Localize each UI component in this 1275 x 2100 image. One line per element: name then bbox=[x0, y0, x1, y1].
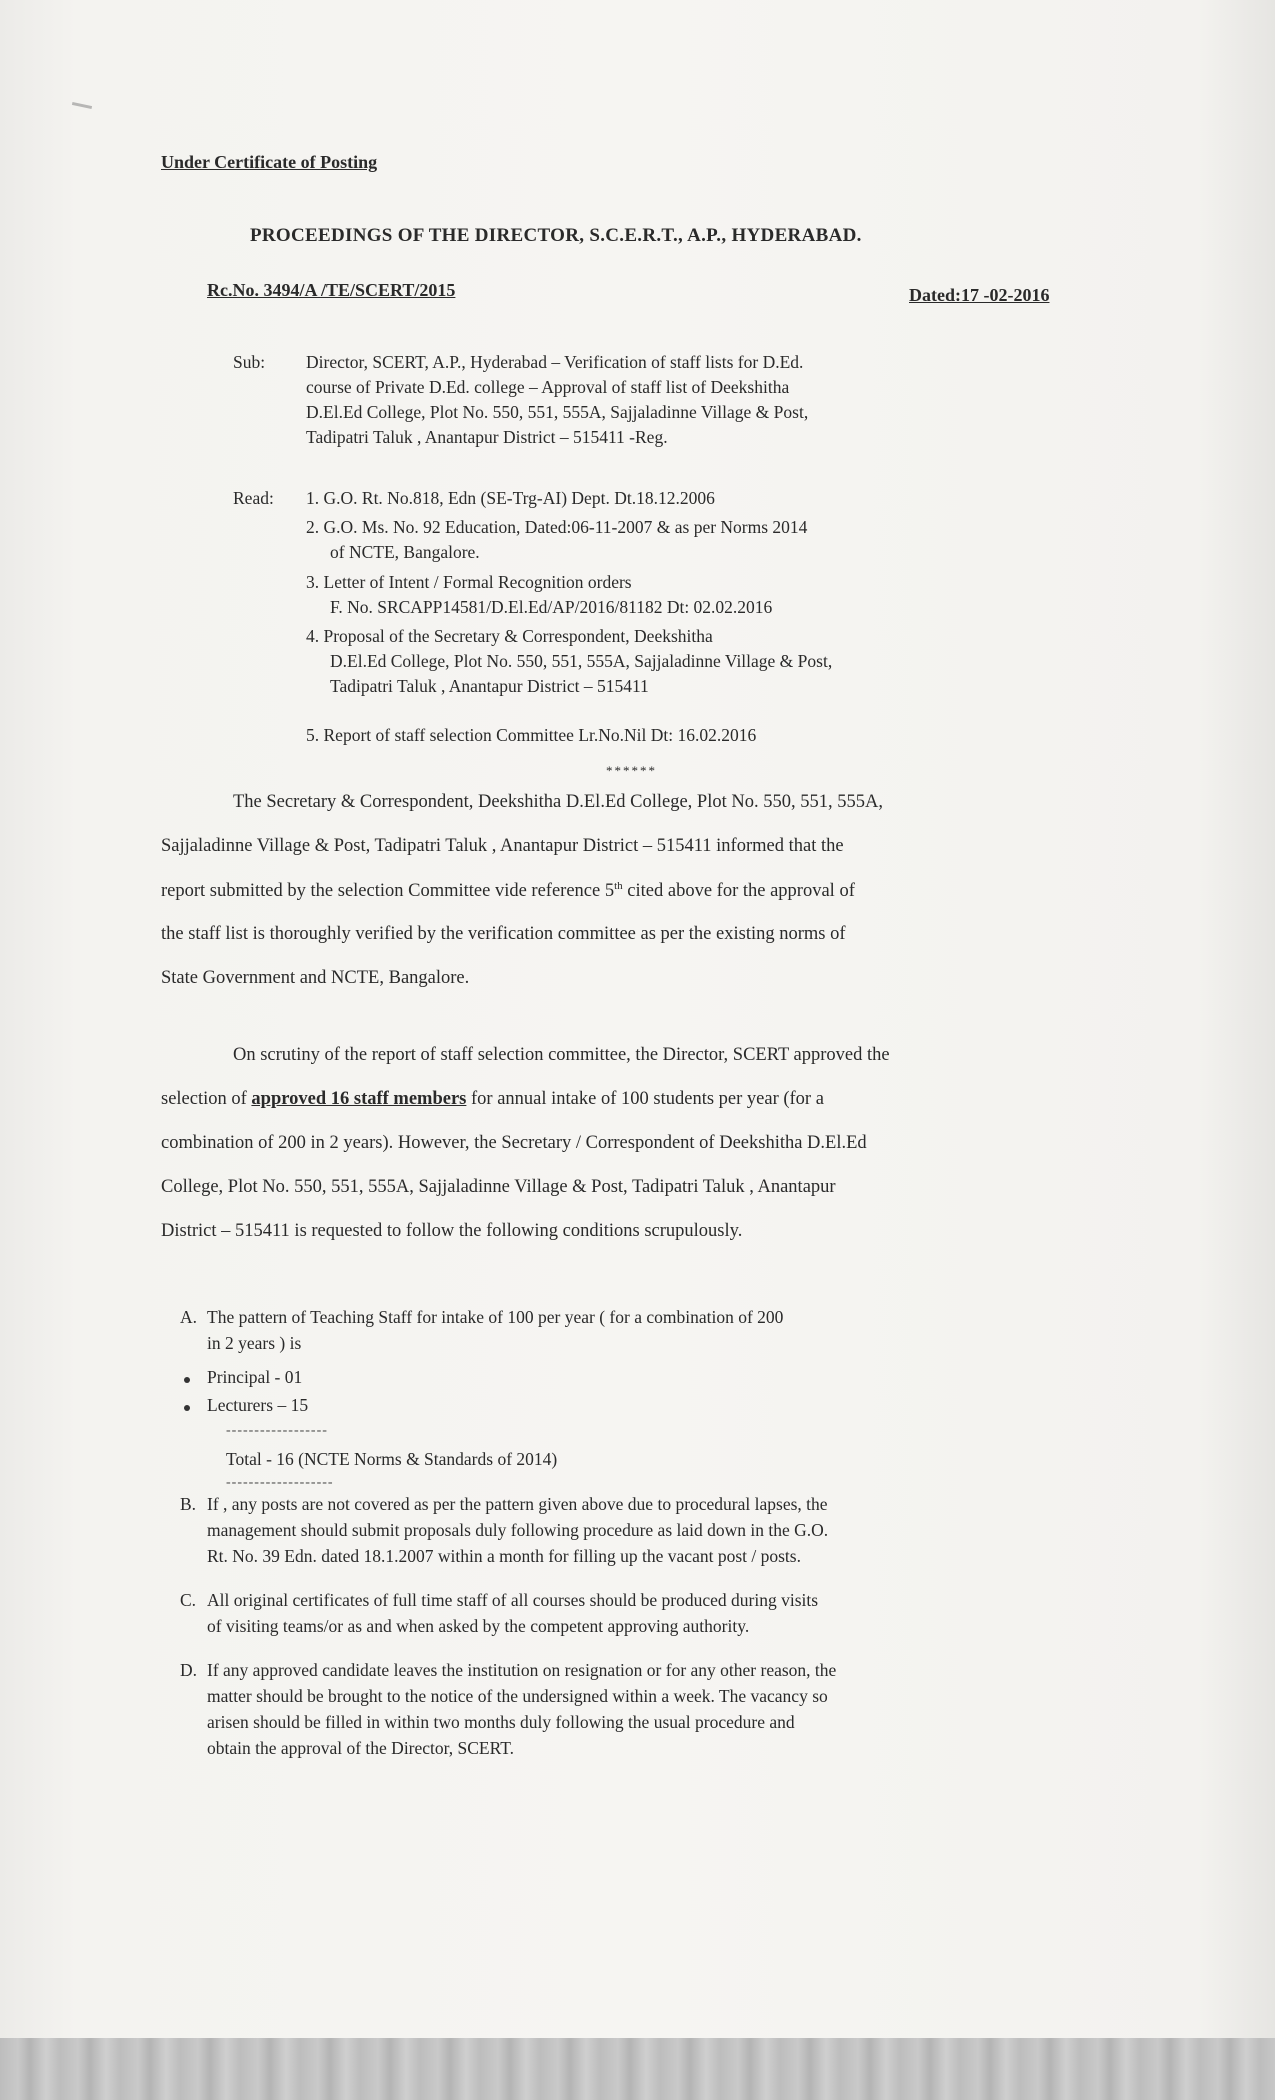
subject-line: Tadipatri Taluk , Anantapur District – 515411 -Reg. bbox=[306, 427, 668, 447]
paragraph-line bbox=[161, 880, 855, 902]
bullet-icon bbox=[184, 1377, 190, 1383]
read-label: Read: bbox=[233, 488, 274, 508]
proceedings-title: PROCEEDINGS OF THE DIRECTOR, S.C.E.R.T., A.P., HYDERABAD. bbox=[250, 225, 862, 246]
rule-line: ------------------ bbox=[226, 1423, 328, 1438]
subject-line: Director, SCERT, A.P., Hyderabad – Verification of staff lists for D.Ed. bbox=[306, 352, 804, 372]
approved-staff-count: approved 16 staff members bbox=[251, 1089, 467, 1109]
separator-stars: ****** bbox=[606, 763, 657, 778]
condition-text: The pattern of Teaching Staff for intake of 100 per year ( for a combination of 200 bbox=[207, 1307, 784, 1327]
paragraph-text: report submitted by the selection Committee vide reference 5 bbox=[161, 881, 615, 902]
paragraph-text: selection of bbox=[161, 1089, 247, 1109]
paragraph-line bbox=[161, 1089, 824, 1110]
paragraph-line: State Government and NCTE, Bangalore. bbox=[161, 968, 470, 988]
condition-letter: B. bbox=[180, 1494, 197, 1514]
read-line: 1. G.O. Rt. No.818, Edn (SE-Trg-AI) Dept. Dt.18.12.2006 bbox=[306, 488, 715, 508]
condition-text: Rt. No. 39 Edn. dated 18.1.2007 within a month for filling up the vacant post / posts. bbox=[207, 1546, 801, 1566]
scan-bottom-band bbox=[0, 2038, 1275, 2100]
read-line: 4. Proposal of the Secretary & Correspondent, Deekshitha bbox=[306, 626, 713, 646]
paragraph-text: cited above for the approval of bbox=[627, 881, 855, 902]
condition-text: of visiting teams/or as and when asked by the competent approving authority. bbox=[207, 1616, 750, 1636]
paragraph-line: College, Plot No. 550, 551, 555A, Sajjaladinne Village & Post, Tadipatri Taluk , Anantapur bbox=[161, 1177, 836, 1197]
bullet-icon bbox=[184, 1405, 190, 1411]
condition-text: in 2 years ) is bbox=[207, 1333, 302, 1353]
paragraph-line: the staff list is thoroughly verified by the verification committee as per the existing norms of bbox=[161, 924, 846, 944]
condition-text: All original certificates of full time staff of all courses should be produced during visits bbox=[207, 1590, 819, 1610]
subject-line: D.El.Ed College, Plot No. 550, 551, 555A, Sajjaladinne Village & Post, bbox=[306, 402, 809, 422]
paragraph-line: The Secretary & Correspondent, Deekshitha D.El.Ed College, Plot No. 550, 551, 555A, bbox=[233, 792, 883, 812]
read-line: Tadipatri Taluk , Anantapur District – 515411 bbox=[330, 676, 649, 696]
condition-text: matter should be brought to the notice of the undersigned within a week. The vacancy so bbox=[207, 1686, 828, 1706]
condition-letter: D. bbox=[180, 1660, 198, 1680]
staff-principal: Principal - 01 bbox=[207, 1367, 303, 1387]
condition-letter: A. bbox=[180, 1307, 198, 1327]
condition-letter: C. bbox=[180, 1590, 197, 1610]
read-line: F. No. SRCAPP14581/D.El.Ed/AP/2016/81182 Dt: 02.02.2016 bbox=[330, 597, 773, 617]
condition-text: If , any posts are not covered as per the pattern given above due to procedural lapses, the bbox=[207, 1494, 828, 1514]
reference-number: Rc.No. 3494/A /TE/SCERT/2015 bbox=[207, 280, 456, 300]
paragraph-line: District – 515411 is requested to follow the following conditions scrupulously. bbox=[161, 1221, 743, 1241]
document-date: Dated:17 -02-2016 bbox=[909, 285, 1050, 305]
read-line: D.El.Ed College, Plot No. 550, 551, 555A, Sajjaladinne Village & Post, bbox=[330, 651, 833, 671]
scan-mark bbox=[72, 102, 92, 109]
read-line: 2. G.O. Ms. No. 92 Education, Dated:06-11-2007 & as per Norms 2014 bbox=[306, 517, 808, 537]
condition-text: If any approved candidate leaves the institution on resignation or for any other reason, the bbox=[207, 1660, 837, 1680]
subject-label: Sub: bbox=[233, 352, 266, 372]
paragraph-line: On scrutiny of the report of staff selection committee, the Director, SCERT approved the bbox=[233, 1045, 890, 1065]
condition-text: management should submit proposals duly following procedure as laid down in the G.O. bbox=[207, 1520, 829, 1540]
condition-text: arisen should be filled in within two months duly following the usual procedure and bbox=[207, 1712, 795, 1732]
paragraph-line: Sajjaladinne Village & Post, Tadipatri Taluk , Anantapur District – 515411 informed that the bbox=[161, 836, 844, 856]
condition-text: obtain the approval of the Director, SCERT. bbox=[207, 1738, 515, 1758]
paragraph-text: for annual intake of 100 students per year (for a bbox=[471, 1089, 824, 1109]
subject-line: course of Private D.Ed. college – Approval of staff list of Deekshitha bbox=[306, 377, 790, 397]
staff-lecturers: Lecturers – 15 bbox=[207, 1395, 309, 1415]
certificate-heading: Under Certificate of Posting bbox=[161, 152, 378, 172]
rule-line: ------------------- bbox=[226, 1475, 334, 1490]
read-line: 5. Report of staff selection Committee Lr.No.Nil Dt: 16.02.2016 bbox=[306, 725, 757, 745]
superscript: th bbox=[614, 880, 623, 892]
staff-total: Total - 16 (NCTE Norms & Standards of 2014) bbox=[226, 1449, 558, 1469]
read-line: of NCTE, Bangalore. bbox=[330, 542, 480, 562]
paragraph-line: combination of 200 in 2 years). However, the Secretary / Correspondent of Deekshitha D.El.Ed bbox=[161, 1133, 867, 1153]
read-line: 3. Letter of Intent / Formal Recognition orders bbox=[306, 572, 632, 592]
